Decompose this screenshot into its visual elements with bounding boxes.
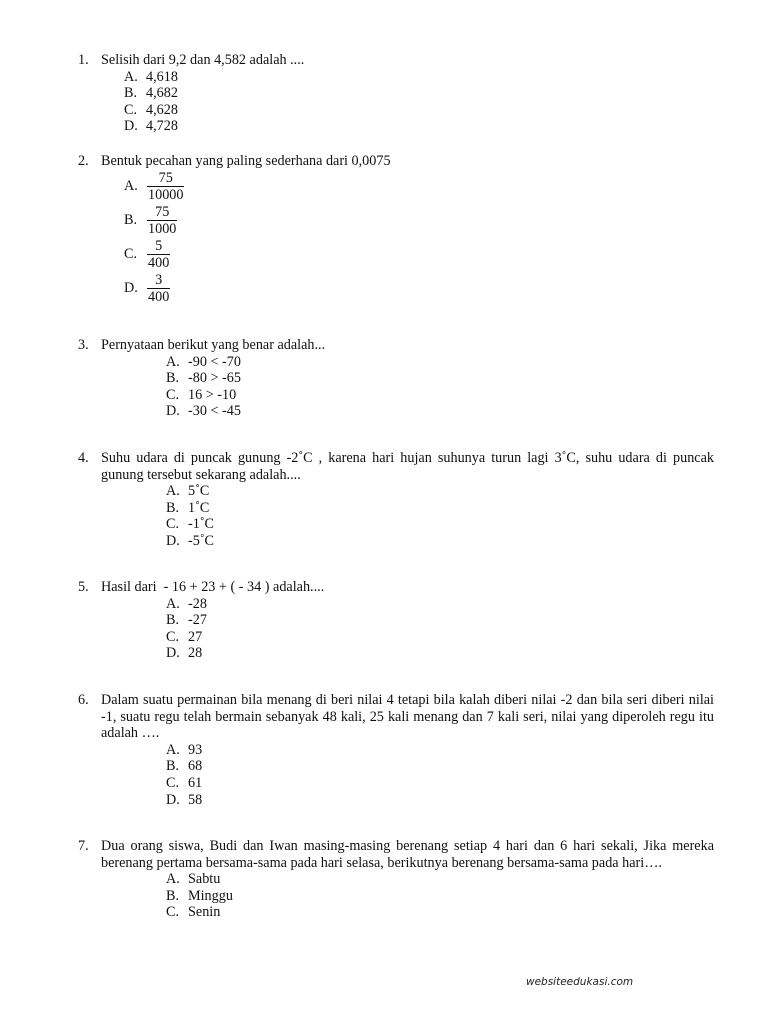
numerator: 75 bbox=[155, 203, 170, 220]
question-1 bbox=[78, 52, 714, 135]
option-value: 93 bbox=[188, 741, 203, 758]
option-value: 68 bbox=[188, 758, 203, 775]
question-number: 6. bbox=[78, 692, 89, 708]
option-a bbox=[166, 871, 714, 888]
option-letter: A. bbox=[124, 68, 138, 85]
question-text: Dalam suatu permainan bila menang di beri nilai 4 tetapi bila kalah diberi nilai -2 dan bila seri diberi nilai -1, suatu regu telah bermain sebanyak 48 kali, 25 kali menang dan 7 kali seri, nilai yang diperoleh regu itu adalah …. bbox=[101, 692, 714, 742]
option-letter: B. bbox=[124, 211, 138, 228]
option-letter: B. bbox=[166, 499, 180, 516]
option-d bbox=[166, 403, 714, 420]
option-c bbox=[166, 629, 714, 646]
option-d bbox=[166, 645, 714, 662]
question-6 bbox=[78, 692, 714, 808]
option-value: -27 bbox=[188, 612, 207, 629]
option-letter: C. bbox=[124, 101, 138, 118]
numerator: 3 bbox=[155, 271, 163, 288]
fraction bbox=[147, 272, 170, 306]
option-a bbox=[166, 354, 714, 371]
option-value: 28 bbox=[188, 645, 203, 662]
option-value: 1˚C bbox=[188, 499, 210, 516]
option-a bbox=[166, 742, 714, 759]
option-c bbox=[124, 238, 714, 272]
denominator: 10000 bbox=[148, 187, 184, 204]
option-d bbox=[166, 792, 714, 809]
option-letter: C. bbox=[124, 245, 138, 262]
option-b bbox=[166, 370, 714, 387]
question-number: 3. bbox=[78, 337, 89, 353]
option-value: 4,728 bbox=[146, 118, 178, 135]
question-number: 7. bbox=[78, 838, 89, 854]
option-letter: A. bbox=[166, 871, 180, 888]
option-value: -1˚C bbox=[188, 516, 215, 533]
options-list bbox=[124, 170, 714, 306]
options-list bbox=[166, 354, 714, 420]
option-letter: C. bbox=[166, 386, 180, 403]
option-letter: A. bbox=[166, 483, 180, 500]
option-d bbox=[166, 533, 714, 550]
option-letter: D. bbox=[166, 791, 180, 808]
option-value: Minggu bbox=[188, 887, 233, 904]
option-letter: D. bbox=[166, 645, 180, 662]
option-letter: A. bbox=[124, 177, 138, 194]
option-b bbox=[166, 500, 714, 517]
option-c bbox=[166, 516, 714, 533]
option-value: Sabtu bbox=[188, 871, 221, 888]
option-d bbox=[124, 118, 714, 135]
options-list bbox=[166, 871, 714, 921]
option-value: 5˚C bbox=[188, 483, 210, 500]
option-c bbox=[166, 387, 714, 404]
option-c bbox=[124, 102, 714, 119]
question-number: 1. bbox=[78, 52, 89, 68]
option-value: -5˚C bbox=[188, 532, 215, 549]
question-text: Dua orang siswa, Budi dan Iwan masing-masing berenang setiap 4 hari dan 6 hari sekali, Jika mereka berenang pertama bersama-sama pada hari selasa, berikutnya berenang bersama-sama pada hari…. bbox=[101, 838, 714, 871]
option-value: 16 > -10 bbox=[188, 386, 237, 403]
question-number: 5. bbox=[78, 579, 89, 595]
option-b bbox=[166, 888, 714, 905]
question-text: Bentuk pecahan yang paling sederhana dari 0,0075 bbox=[101, 153, 391, 169]
option-letter: C. bbox=[166, 516, 180, 533]
question-5 bbox=[78, 579, 714, 662]
option-letter: D. bbox=[124, 118, 138, 135]
option-value: 27 bbox=[188, 628, 203, 645]
option-letter: D. bbox=[166, 403, 180, 420]
fraction bbox=[147, 170, 184, 204]
option-b bbox=[124, 85, 714, 102]
question-number: 4. bbox=[78, 450, 89, 466]
options-list bbox=[166, 742, 714, 808]
question-number: 2. bbox=[78, 153, 89, 169]
option-letter: C. bbox=[166, 774, 180, 791]
option-letter: B. bbox=[166, 758, 180, 775]
denominator: 400 bbox=[148, 289, 170, 306]
option-b bbox=[166, 612, 714, 629]
option-letter: A. bbox=[166, 741, 180, 758]
question-text: Hasil dari - 16 + 23 + ( - 34 ) adalah.... bbox=[101, 579, 325, 595]
option-c bbox=[166, 904, 714, 921]
option-value: -30 < -45 bbox=[188, 403, 241, 420]
question-2 bbox=[78, 153, 714, 306]
option-letter: A. bbox=[166, 353, 180, 370]
denominator: 400 bbox=[148, 255, 170, 272]
option-b bbox=[166, 758, 714, 775]
website-watermark: websiteedukasi.com bbox=[526, 976, 634, 988]
option-c bbox=[166, 775, 714, 792]
option-value: -90 < -70 bbox=[188, 353, 241, 370]
option-value: 4,628 bbox=[146, 101, 178, 118]
option-letter: B. bbox=[166, 612, 180, 629]
question-text: Selisih dari 9,2 dan 4,582 adalah .... bbox=[101, 52, 305, 68]
numerator: 5 bbox=[155, 237, 163, 254]
denominator: 1000 bbox=[148, 221, 177, 238]
option-a bbox=[166, 596, 714, 613]
options-list bbox=[166, 483, 714, 549]
option-letter: D. bbox=[124, 279, 138, 296]
option-value: 4,618 bbox=[146, 68, 178, 85]
option-letter: B. bbox=[124, 85, 138, 102]
option-value: 58 bbox=[188, 791, 203, 808]
fraction bbox=[147, 204, 177, 238]
question-text: Pernyataan berikut yang benar adalah... bbox=[101, 337, 326, 353]
option-value: Senin bbox=[188, 904, 221, 921]
question-7 bbox=[78, 838, 714, 921]
question-text: Suhu udara di puncak gunung -2˚C , karena hari hujan suhunya turun lagi 3˚C, suhu udara di puncak gunung tersebut sekarang adalah.... bbox=[101, 450, 714, 483]
option-letter: D. bbox=[166, 532, 180, 549]
option-value: -28 bbox=[188, 595, 207, 612]
option-value: 4,682 bbox=[146, 85, 178, 102]
option-letter: A. bbox=[166, 595, 180, 612]
option-letter: C. bbox=[166, 904, 180, 921]
option-value: -80 > -65 bbox=[188, 370, 241, 387]
numerator: 75 bbox=[158, 169, 173, 186]
option-letter: B. bbox=[166, 370, 180, 387]
option-value: 61 bbox=[188, 774, 203, 791]
option-a bbox=[166, 483, 714, 500]
option-a bbox=[124, 69, 714, 86]
question-4 bbox=[78, 450, 714, 550]
options-list bbox=[124, 69, 714, 135]
question-3 bbox=[78, 337, 714, 420]
option-letter: C. bbox=[166, 628, 180, 645]
option-b bbox=[124, 204, 714, 238]
option-letter: B. bbox=[166, 887, 180, 904]
options-list bbox=[166, 596, 714, 662]
option-a bbox=[124, 170, 714, 204]
fraction bbox=[147, 238, 170, 272]
option-d bbox=[124, 272, 714, 306]
